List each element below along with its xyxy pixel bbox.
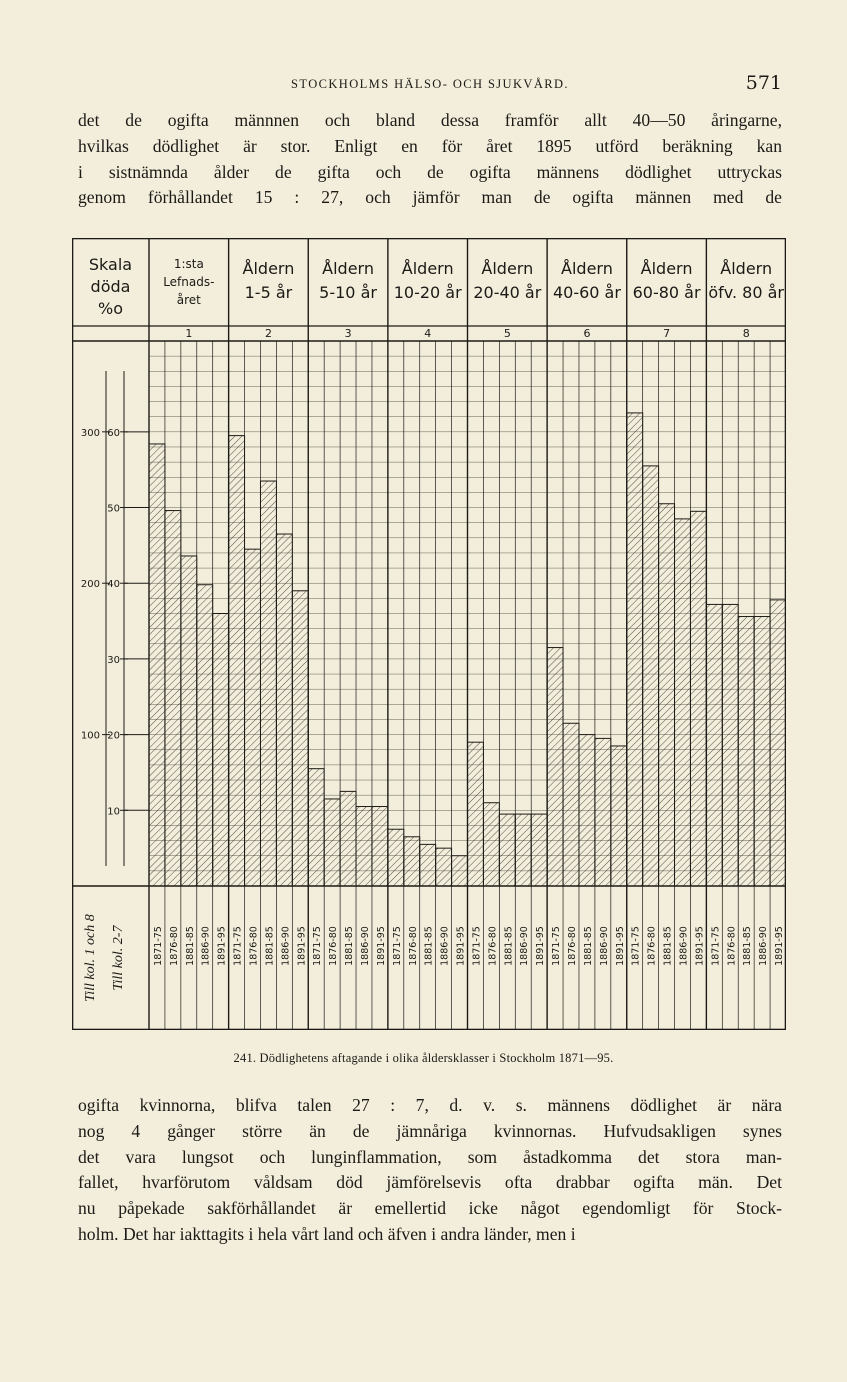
- period-label: 1891-95: [455, 926, 467, 966]
- period-label: 1876-80: [646, 926, 658, 966]
- period-label: 1871-75: [630, 926, 642, 966]
- text-line: ogifta kvinnorna, blifva talen 27 : 7, d. v. s. männens dödlighet är nära: [78, 1095, 782, 1115]
- period-label: 1881-85: [742, 926, 754, 966]
- group-header-text: 1:sta: [173, 257, 204, 271]
- bar: [197, 585, 213, 886]
- scale-header-text: %o: [98, 299, 123, 318]
- bar: [340, 791, 356, 886]
- period-label: 1886-90: [359, 926, 371, 966]
- bar: [468, 742, 484, 886]
- period-label: 1891-95: [614, 926, 626, 966]
- group-header-text: öfv. 80 år: [708, 283, 785, 302]
- running-header: [78, 72, 782, 96]
- period-label: 1881-85: [344, 926, 356, 966]
- bar: [245, 549, 261, 886]
- bottom-axis-label: Till kol. 1 och 8: [83, 914, 98, 1002]
- group-number: 6: [583, 327, 591, 340]
- paragraph-top: [78, 108, 782, 211]
- bar: [372, 807, 388, 886]
- bar: [260, 481, 276, 886]
- text-line: nu påpekade sakförhållandet är emellertid icke något egendomligt för Stock-: [78, 1198, 782, 1219]
- group-header-text: året: [176, 293, 201, 307]
- period-label: 1876-80: [726, 926, 738, 966]
- period-label: 1886-90: [200, 926, 212, 966]
- period-label: 1886-90: [758, 926, 770, 966]
- figure-caption: 241. Dödlighetens aftagande i olika åldersklasser i Stockholm 1871—95.: [233, 1051, 614, 1065]
- period-label: 1876-80: [168, 926, 180, 966]
- bar: [324, 799, 340, 886]
- group-number: 3: [344, 327, 352, 340]
- bar: [754, 617, 770, 886]
- bar: [181, 556, 197, 886]
- period-label: 1876-80: [567, 926, 579, 966]
- bar: [420, 844, 436, 886]
- bar: [436, 848, 452, 886]
- period-label: 1871-75: [232, 926, 244, 966]
- group-number: 8: [742, 327, 750, 340]
- scale-header-text: Skala: [88, 255, 133, 274]
- group-header-text: Åldern: [640, 259, 693, 278]
- page-number: 571: [745, 72, 782, 94]
- bar: [595, 738, 611, 886]
- bar: [149, 444, 165, 886]
- bar: [579, 735, 595, 886]
- paragraph-bottom: [78, 1093, 782, 1248]
- period-label: 1891-95: [296, 926, 308, 966]
- period-label: 1891-95: [216, 926, 228, 966]
- mortality-chart: [72, 238, 786, 1030]
- bar: [547, 648, 563, 886]
- left-scale-tick-label: 200: [80, 579, 100, 591]
- period-label: 1891-95: [375, 926, 387, 966]
- group-header-text: Lefnads-: [163, 275, 215, 289]
- group-header-text: 20-40 år: [473, 283, 542, 302]
- left-scale-tick-label: 300: [80, 427, 100, 439]
- group-header-text: Åldern: [242, 259, 295, 278]
- bar: [643, 466, 659, 886]
- bar: [276, 534, 292, 886]
- left-scale-tick-label: 100: [80, 730, 100, 742]
- period-label: 1881-85: [423, 926, 435, 966]
- bar: [388, 829, 404, 886]
- bar: [706, 604, 722, 886]
- text-line: det de ogifta männnen och bland dessa framför allt 40—50 åringarne,: [78, 110, 782, 130]
- bar: [659, 504, 675, 886]
- period-label: 1881-85: [503, 926, 515, 966]
- text-line: nog 4 gånger större än de jämnåriga kvinnornas. Hufvudsakligen synes: [78, 1120, 782, 1141]
- running-head-title: STOCKHOLMS HÄLSO- OCH SJUKVÅRD.: [291, 77, 569, 91]
- bar: [531, 814, 547, 886]
- group-number: 1: [185, 327, 193, 340]
- group-header-text: 10-20 år: [393, 283, 462, 302]
- right-scale-tick-label: 60: [107, 427, 120, 439]
- group-header-text: Åldern: [401, 259, 454, 278]
- text-line: det vara lungsot och lunginflammation, som åstadkomma det stora man-: [78, 1146, 782, 1167]
- group-header-text: Åldern: [322, 259, 374, 278]
- bar: [738, 617, 754, 886]
- bar: [404, 837, 420, 886]
- period-label: 1881-85: [184, 926, 196, 966]
- period-label: 1886-90: [519, 926, 531, 966]
- period-label: 1881-85: [264, 926, 276, 966]
- right-scale-tick-label: 50: [107, 503, 120, 515]
- scale-header-text: döda: [90, 277, 131, 296]
- group-number: 7: [663, 327, 671, 340]
- period-label: 1891-95: [535, 926, 547, 966]
- period-label: 1881-85: [662, 926, 674, 966]
- bar: [675, 519, 691, 886]
- period-label: 1886-90: [280, 926, 292, 966]
- text-line: i sistnämnda ålder de gifta och de ogifta männens dödlighet uttryckas: [78, 161, 782, 182]
- right-scale-tick-label: 40: [107, 579, 120, 591]
- bar: [165, 511, 181, 886]
- period-label: 1871-75: [471, 926, 483, 966]
- bar: [611, 746, 627, 886]
- group-number: 5: [503, 327, 511, 340]
- bar: [627, 413, 643, 886]
- chart-svg: [72, 238, 786, 1030]
- period-label: 1891-95: [774, 926, 786, 966]
- period-label: 1876-80: [487, 926, 499, 966]
- period-label: 1886-90: [598, 926, 610, 966]
- bar: [515, 814, 531, 886]
- bar: [690, 511, 706, 886]
- bar: [308, 769, 324, 886]
- bar: [722, 604, 738, 886]
- bar: [452, 856, 468, 886]
- right-scale-tick-label: 30: [107, 654, 120, 666]
- period-label: 1871-75: [152, 926, 164, 966]
- period-label: 1871-75: [710, 926, 722, 966]
- text-line: genom förhållandet 15 : 27, och jämför man de ogifta männen med de: [78, 187, 782, 208]
- bar: [229, 436, 245, 886]
- period-label: 1871-75: [391, 926, 403, 966]
- right-scale-tick-label: 10: [107, 806, 120, 818]
- group-number: 4: [424, 327, 432, 340]
- bar: [499, 814, 515, 886]
- text-line: hvilkas dödlighet är stor. Enligt en för året 1895 utförd beräkning kan: [78, 135, 782, 156]
- bar: [483, 803, 499, 886]
- group-header-text: Åldern: [561, 259, 613, 278]
- period-label: 1876-80: [328, 926, 340, 966]
- period-label: 1876-80: [248, 926, 260, 966]
- text-line: holm. Det har iakttagits i hela vårt land och äfven i andra länder, men i: [78, 1223, 576, 1244]
- group-header-text: 60-80 år: [632, 283, 701, 302]
- bar: [770, 600, 786, 886]
- group-header-text: 1-5 år: [244, 283, 293, 302]
- bar: [213, 614, 229, 887]
- bar: [292, 591, 308, 886]
- period-label: 1871-75: [312, 926, 324, 966]
- period-label: 1886-90: [678, 926, 690, 966]
- group-header-text: 5-10 år: [319, 283, 377, 302]
- text-line: fallet, hvarförutom våldsam död jämförelsevis ofta drabbar ogifta män. Det: [78, 1172, 782, 1193]
- period-label: 1871-75: [551, 926, 563, 966]
- bar: [356, 807, 372, 886]
- period-label: 1886-90: [439, 926, 451, 966]
- bar: [563, 723, 579, 886]
- period-label: 1876-80: [407, 926, 419, 966]
- group-header-text: 40-60 år: [552, 283, 621, 302]
- bottom-axis-label: Till kol. 2-7: [111, 925, 126, 991]
- group-number: 2: [264, 327, 272, 340]
- right-scale-tick-label: 20: [107, 730, 120, 742]
- period-label: 1881-85: [582, 926, 594, 966]
- period-label: 1891-95: [694, 926, 706, 966]
- group-header-text: Åldern: [720, 259, 773, 278]
- group-header-text: Åldern: [481, 259, 534, 278]
